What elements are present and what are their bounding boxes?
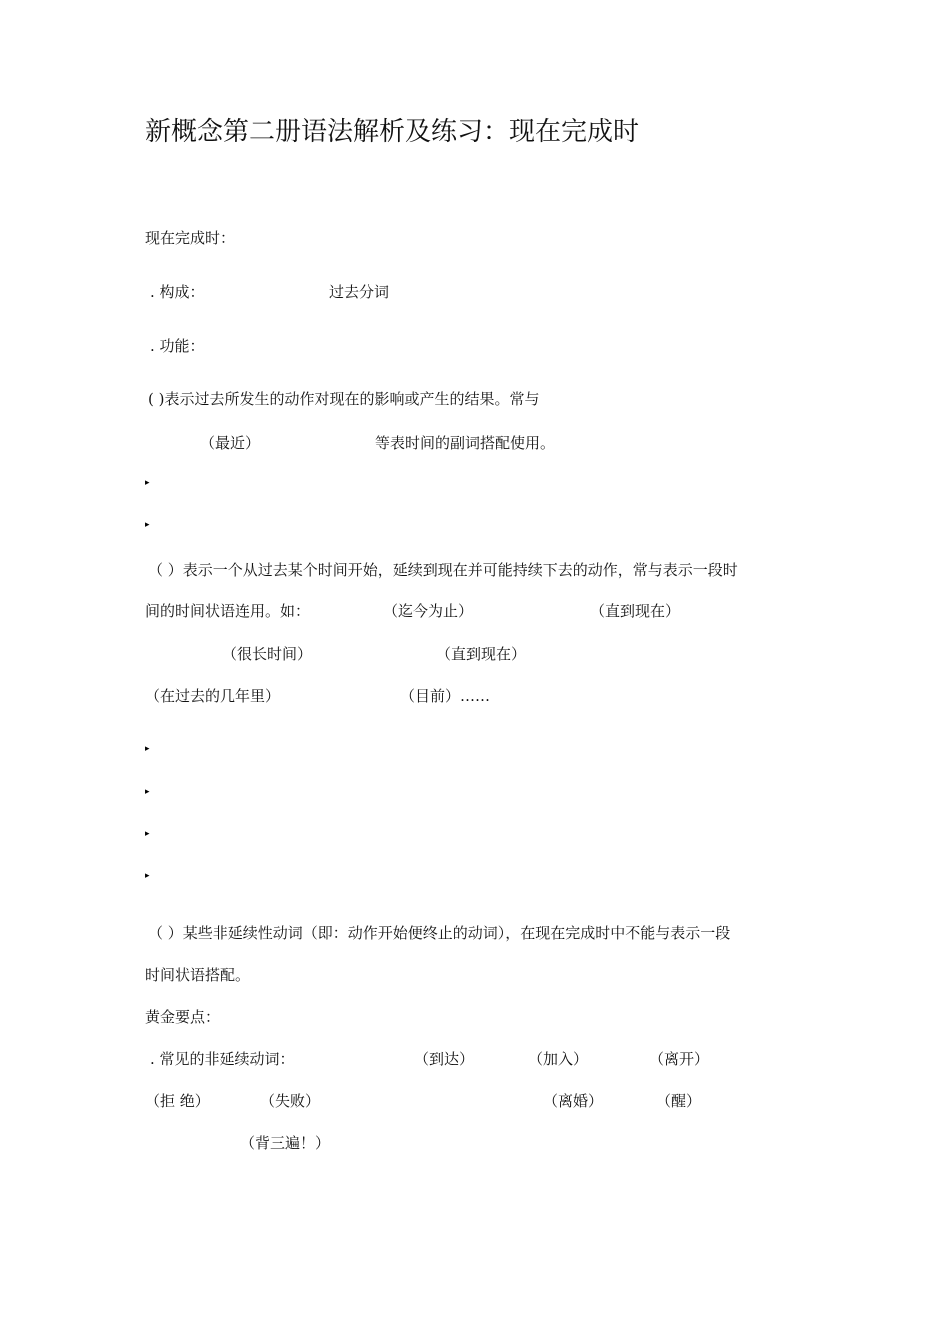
function-label: . 功能： bbox=[150, 337, 205, 355]
usage2-line2: 间的时间状语连用。如： bbox=[145, 602, 311, 620]
usage1-text: ( )表示过去所发生的动作对现在的影响或产生的结果。常与 bbox=[148, 390, 540, 408]
verb-join: （加入） bbox=[528, 1050, 589, 1068]
key-points-label: 黄金要点： bbox=[145, 1008, 221, 1026]
bullet-marker: ▸ bbox=[145, 871, 150, 881]
bullet-marker: ▸ bbox=[145, 744, 150, 754]
usage2-at-present: （目前）…… bbox=[400, 687, 491, 705]
verb-divorce: （离婚） bbox=[543, 1092, 604, 1110]
structure-value: 过去分词 bbox=[329, 283, 390, 301]
bullet-marker: ▸ bbox=[145, 478, 150, 488]
usage2-up-to-now: （直到现在） bbox=[436, 645, 527, 663]
verb-fail: （失败） bbox=[260, 1092, 321, 1110]
usage1-recently: （最近） bbox=[200, 434, 261, 452]
verb-refuse: （拒 绝） bbox=[145, 1092, 210, 1110]
verb-arrive: （到达） bbox=[414, 1050, 475, 1068]
verb-wake: （醒） bbox=[656, 1092, 702, 1110]
bullet-marker: ▸ bbox=[145, 520, 150, 530]
usage2-past-years: （在过去的几年里） bbox=[145, 687, 281, 705]
usage2-up-to-now: （直到现在） bbox=[590, 602, 681, 620]
usage1-tail: 等表时间的副词搭配使用。 bbox=[375, 434, 556, 452]
usage3-line1: （ ）某些非延续性动词（即：动作开始便终止的动词），在现在完成时中不能与表示一段 bbox=[148, 924, 731, 942]
section-heading: 现在完成时： bbox=[145, 229, 236, 247]
usage3-line2: 时间状语搭配。 bbox=[145, 966, 251, 984]
document-title: 新概念第二册语法解析及练习：现在完成时 bbox=[145, 117, 640, 147]
verb-leave: （离开） bbox=[649, 1050, 710, 1068]
usage2-long-time: （很长时间） bbox=[222, 645, 313, 663]
common-verbs-label: . 常见的非延续动词： bbox=[150, 1050, 295, 1068]
usage2-so-far: （迄今为止） bbox=[383, 602, 474, 620]
usage2-line1: （ ）表示一个从过去某个时间开始，延续到现在并可能持续下去的动作，常与表示一段时 bbox=[148, 561, 738, 579]
memorize-note: （背三遍！） bbox=[240, 1134, 331, 1152]
bullet-marker: ▸ bbox=[145, 829, 150, 839]
bullet-marker: ▸ bbox=[145, 787, 150, 797]
structure-label: . 构成： bbox=[150, 283, 205, 301]
